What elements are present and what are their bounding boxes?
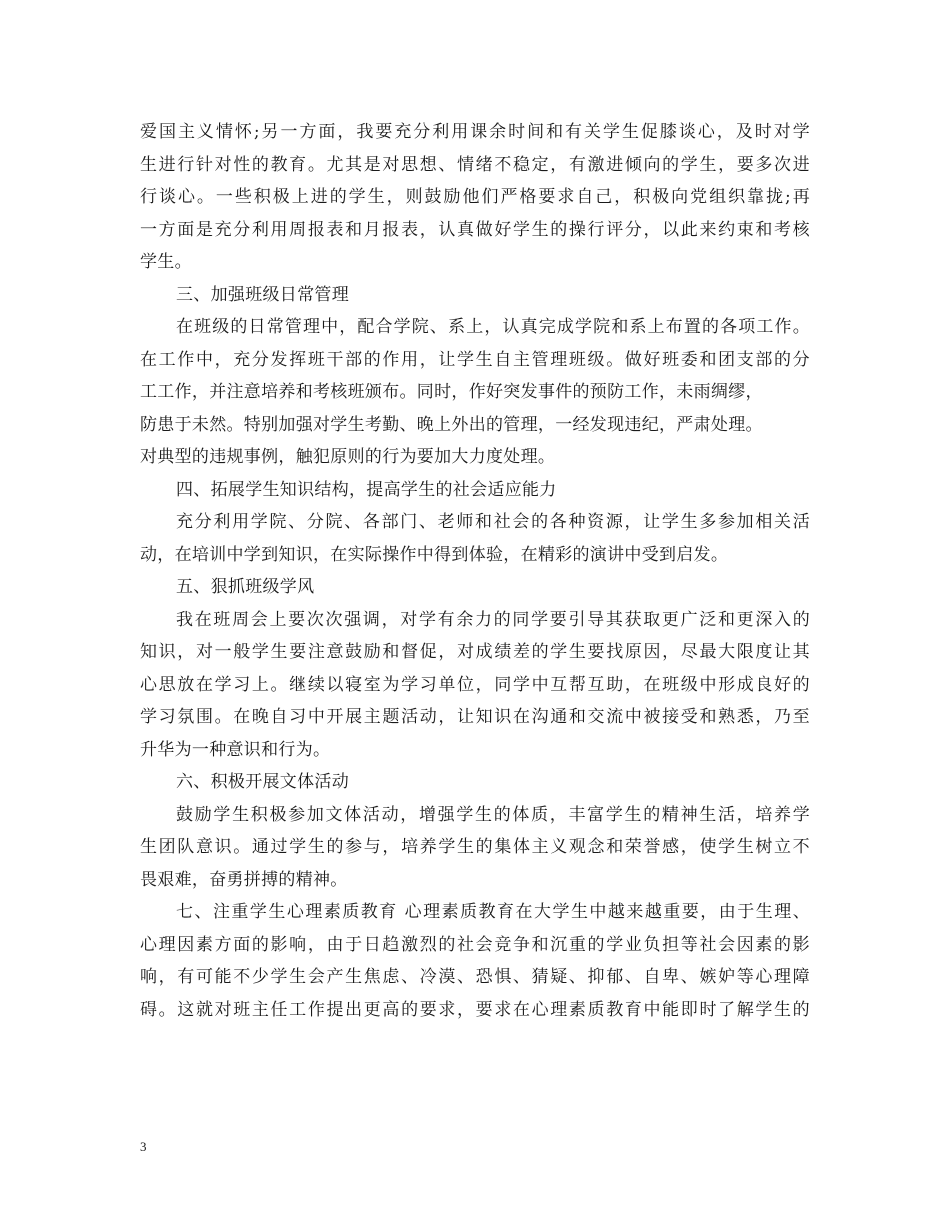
text-line: 六、积极开展文体活动: [176, 772, 349, 792]
text-line: 升华为一种意识和行为。: [140, 739, 331, 760]
text-line: 行谈心。一些积极上进的学生，则鼓励他们严格要求自己，积极向党组织靠拢;再: [140, 187, 810, 207]
text-line: 一方面是充分利用周报表和月报表，认真做好学生的操行评分，以此来约束和考核: [140, 219, 810, 240]
text-line: 响，有可能不少学生会产生焦虑、冷漠、恐惧、猜疑、抑郁、自卑、嫉妒等心理障: [140, 967, 810, 987]
text-line: 在班级的日常管理中，配合学院、系上，认真完成学院和系上布置的各项工作。: [176, 317, 810, 337]
text-line: 防患于未然。特别加强对学生考勤、晚上外出的管理，一经发现违纪，严肃处理。: [140, 414, 763, 435]
text-line: 我在班周会上要次次强调，对学有余力的同学要引导其获取更广泛和更深入的: [176, 609, 810, 630]
text-line: 在工作中，充分发挥班干部的作用，让学生自主管理班级。做好班委和团支部的分: [140, 349, 810, 370]
text-line: 心思放在学习上。继续以寝室为学习单位，同学中互帮互助，在班级中形成良好的: [140, 674, 810, 695]
text-line: 五、狠抓班级学风: [176, 577, 315, 597]
text-line: 工工作，并注意培养和考核班颁布。同时，作好突发事件的预防工作，未雨绸缪，: [140, 382, 763, 402]
text-line: 生团队意识。通过学生的参与，培养学生的集体主义观念和荣誉感，使学生树立不: [140, 837, 810, 857]
text-line: 四、拓展学生知识结构，提高学生的社会适应能力: [176, 479, 557, 500]
page-number: 3: [140, 1139, 147, 1154]
text-line: 鼓励学生积极参加文体活动，增强学生的体质，丰富学生的精神生活，培养学: [176, 804, 810, 825]
text-line: 心理因素方面的影响，由于日趋激烈的社会竞争和沉重的学业负担等社会因素的影: [140, 934, 810, 955]
text-line: 生进行针对性的教育。尤其是对思想、情绪不稳定，有激进倾向的学生，要多次进: [140, 154, 810, 175]
document-body: [140, 116, 810, 1026]
text-line: 畏艰难，奋勇拼搏的精神。: [140, 869, 348, 890]
text-line: 学生。: [140, 252, 192, 272]
text-line: 碍。这就对班主任工作提出更高的要求，要求在心理素质教育中能即时了解学生的: [140, 999, 810, 1020]
text-line: 对典型的违规事例，触犯原则的行为要加大力度处理。: [140, 447, 556, 467]
text-line: 七、注重学生心理素质教育 心理素质教育在大学生中越来越重要，由于生理、: [176, 902, 810, 922]
text-line: 爱国主义情怀;另一方面，我要充分利用课余时间和有关学生促膝谈心，及时对学: [140, 122, 810, 142]
text-line: 充分利用学院、分院、各部门、老师和社会的各种资源，让学生多参加相关活: [176, 512, 810, 532]
text-line: 学习氛围。在晚自习中开展主题活动，让知识在沟通和交流中被接受和熟悉，乃至: [140, 707, 810, 727]
text-line: 知识，对一般学生要注意鼓励和督促，对成绩差的学生要找原因，尽最大限度让其: [140, 642, 810, 662]
text-line: 动，在培训中学到知识，在实际操作中得到体验，在精彩的演讲中受到启发。: [140, 544, 729, 565]
text-line: 三、加强班级日常管理: [176, 284, 349, 305]
